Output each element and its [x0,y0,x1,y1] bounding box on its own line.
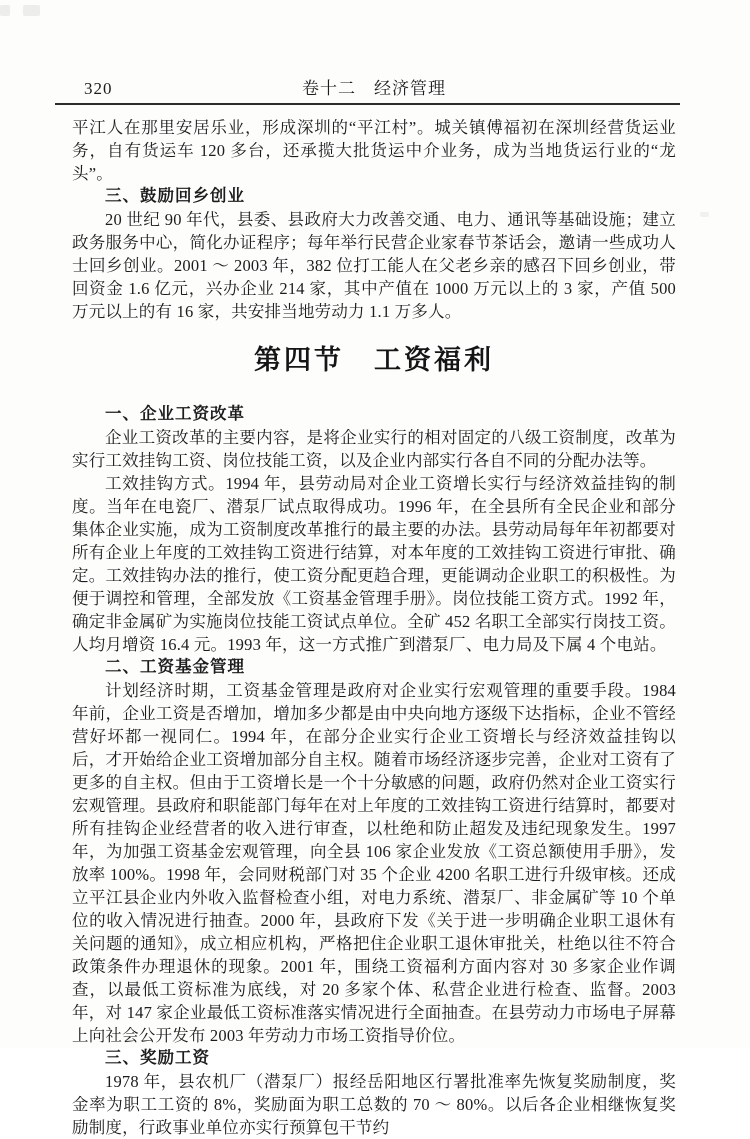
section-heading: 第四节 工资福利 [254,345,494,375]
paragraph: 1978 年，县农机厂（潜泵厂）报经岳阳地区行署批准率先恢复奖励制度，奖金率为职工工资的 8%，奖励面为职工总数的 70 ～ 80%。以后各企业相继恢复奖励制度，行政事业单位亦实行预算包干节约 [72,1072,676,1137]
page-header [72,78,676,100]
paragraph: 20 世纪 90 年代，县委、县政府大力改善交通、电力、通讯等基础设施；建立政务服务中心，简化办证程序；每年举行民营企业家春节茶话会，邀请一些成功人士回乡创业。2001 ～ 2003 年，382 位打工能人在父老乡亲的感召下回乡创业，带回资金 1.6 亿元，兴办企业 214 家，其中产值在 1000 万元以上的 3 家，产值 500 万元以上的有 16 家，共安排当地劳动力 1.1 万多人。 [72,210,676,321]
header-rule [55,103,680,105]
subsection-enterprise-wage-reform [72,403,676,656]
page-body [72,116,676,1139]
running-header: 卷十二 经济管理 [302,79,446,98]
paragraph: 工效挂钩方式。1994 年，县劳动局对企业工资增长实行与经济效益挂钩的制度。当年在电瓷厂、潜泵厂试点取得成功。1996 年，在全县所有全民企业和部分集体企业实施，成为工资制度改革推行的最主要的办法。县劳动局每年年初都要对所有企业上年度的工效挂钩工资进行结算，对本年度的工效挂钩工资进行审批、确定。工效挂钩办法的推行，使工资分配更趋合理，更能调动企业职工的积极性。为便于调控和管理，全部发放《工资基金管理手册》。岗位技能工资方式。1992 年，确定非金属矿为实施岗位技能工资试点单位。全矿 452 名职工全部实行岗技工资。人均月增资 16.4 元。1993 年，这一方式推广到潜泵厂、电力局及下属 4 个电站。 [72,474,676,654]
page-number: 320 [84,79,113,98]
subsection-wage-fund-management [72,656,676,1047]
scan-artifact [700,212,709,217]
paragraph: 计划经济时期，工资基金管理是政府对企业实行宏观管理的重要手段。1984 年前，企业工资是否增加，增加多少都是由中央向地方逐级下达指标，企业不管经营好坏都一视同仁。1994 年，在部分企业实行企业工资增长与经济效益挂钩以后，才开始给企业工资增加部分自主权。随着市场经济逐步完善，企业对工资有了更多的自主权。但由于工资增长是一个十分敏感的问题，政府仍然对企业工资实行宏观管理。县政府和职能部门每年在对上年度的工效挂钩工资进行结算时，都要对所有挂钩企业经营者的收入进行审查，以杜绝和防止超发及违纪现象发生。1997 年，为加强工资基金宏观管理，向全县 106 家企业发放《工资总额使用手册》，发放率 100%。1998 年，会同财税部门对 35 个企业 4200 名职工进行升级审核。还成立平江县企业内外收入监督检查小组，对电力系统、潜泵厂、非金属矿等 10 个单位的收入情况进行抽查。2000 年，县政府下发《关于进一步明确企业职工退休有关问题的通知》，成立相应机构，严格把住企业职工退休审批关，杜绝以往不符合政策条件办理退休的现象。2001 年，围绕工资福利方面内容对 30 多家企业作调查，以最低工资标准为底线，对 20 多家个体、私营企业进行检查、监督。2003 年，对 147 家企业最低工资标准落实情况进行全面抽查。在县劳动力市场电子屏幕上向社会公开发布 2003 年劳动力市场工资指导价位。 [72,681,676,1045]
subsection-incentive-wage [72,1047,676,1139]
carryover-paragraph: 平江人在那里安居乐业，形成深圳的“平江村”。城关镇傅福初在深圳经营货运业务，自有货运车 120 多台，还承揽大批货运中介业务，成为当地货运行业的“龙头”。 [72,118,676,183]
scan-artifact [23,5,40,16]
paragraph: 企业工资改革的主要内容，是将企业实行的相对固定的八级工资制度，改革为实行工效挂钩工资、岗位技能工资，以及企业内部实行各自不同的分配办法等。 [72,428,676,470]
subsection-title-encourage-return-startup: 三、鼓励回乡创业 [105,187,245,205]
subsection-title-wage-fund-management: 二、工资基金管理 [105,658,245,676]
subsection-title-incentive-wage: 三、奖励工资 [105,1049,210,1067]
subsection-title-enterprise-wage-reform: 一、企业工资改革 [105,405,245,423]
scan-artifact [0,5,10,16]
